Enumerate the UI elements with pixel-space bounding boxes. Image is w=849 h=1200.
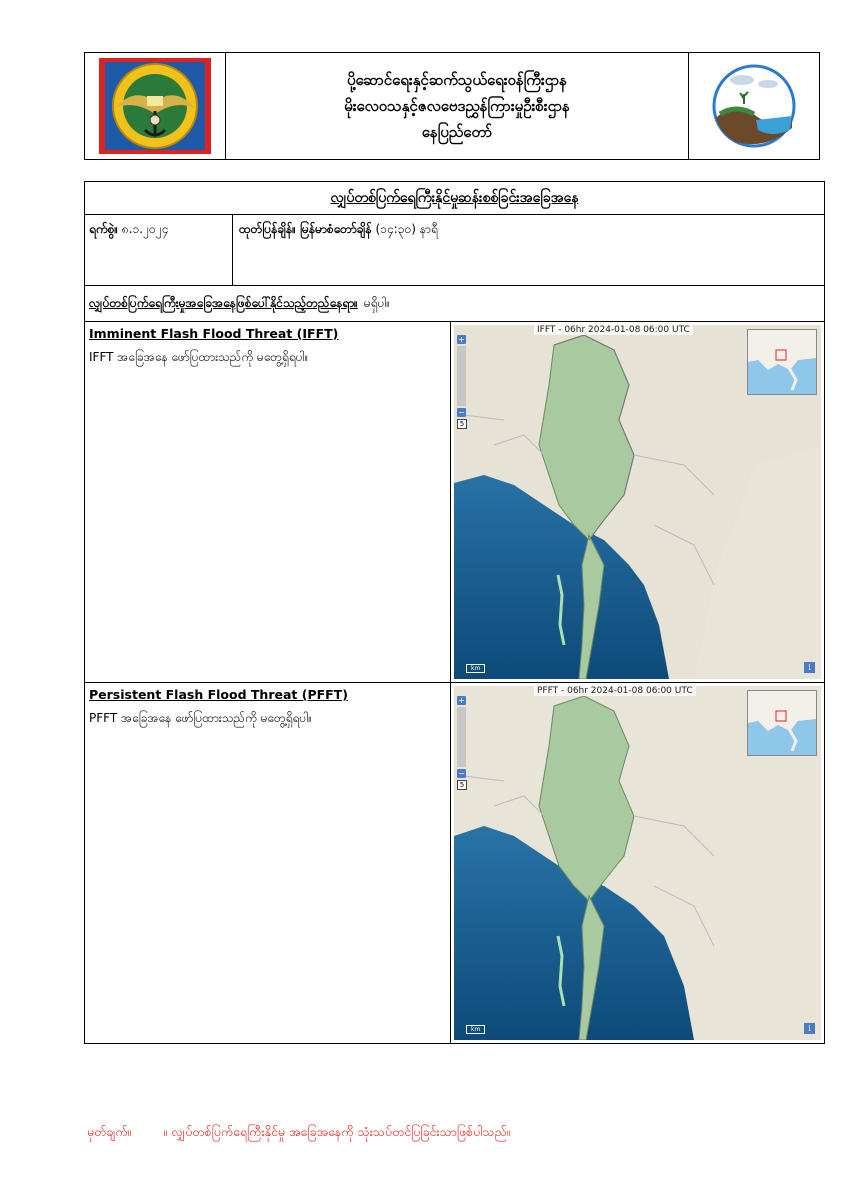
- ministry-emblem-icon: [95, 56, 215, 156]
- ifft-status: IFFT အခြေအနေ ဖော်ပြထားသည်ကို မတွေ့ရှိရပါ။: [89, 350, 309, 364]
- affected-locations-label: လျှပ်တစ်ပြက်ရေကြီးမှုအခြေအနေဖြစ်ပေါ်နိုင်သည့်တည်နေရာ။: [89, 295, 358, 310]
- letterhead-titles: [226, 53, 688, 159]
- pfft-scale-bar: km: [466, 1025, 485, 1034]
- pfft-info-button[interactable]: i: [804, 1023, 815, 1034]
- zoom-slider[interactable]: [457, 707, 466, 767]
- zoom-out-button[interactable]: −: [458, 408, 465, 417]
- zoom-level: 5: [457, 419, 467, 429]
- pfft-status: PFFT အခြေအနေ ဖော်ပြထားသည်ကို မတွေ့ရှိရပါ။: [89, 711, 312, 725]
- ministry-name: ပို့ဆောင်ရေးနှင့်ဆက်သွယ်ရေးဝန်ကြီးဌာန: [347, 71, 567, 89]
- pfft-overview-inset[interactable]: [747, 690, 817, 756]
- city-name: နေပြည်တော်: [421, 123, 493, 141]
- pfft-zoom-control[interactable]: [457, 696, 467, 790]
- overview-map-image: [748, 330, 816, 394]
- pfft-heading: Persistent Flash Flood Threat (PFFT): [89, 687, 348, 702]
- ifft-map[interactable]: [454, 325, 821, 679]
- hydrology-cycle-logo-icon: [706, 58, 802, 154]
- footer-note: [87, 1124, 510, 1143]
- zoom-level: 5: [457, 780, 467, 790]
- ifft-heading: Imminent Flash Flood Threat (IFFT): [89, 326, 339, 341]
- issue-time-cell: [233, 215, 824, 285]
- ifft-map-cell: [451, 322, 824, 682]
- letterhead: [84, 52, 820, 160]
- ifft-overview-inset[interactable]: [747, 329, 817, 395]
- pfft-section: [85, 683, 824, 1043]
- zoom-out-button[interactable]: −: [458, 769, 465, 778]
- zoom-slider[interactable]: [457, 346, 466, 406]
- zoom-in-button[interactable]: +: [458, 696, 465, 705]
- bulletin-table: [84, 181, 825, 1044]
- ifft-section: [85, 322, 824, 683]
- pfft-map-cell: [451, 683, 824, 1043]
- date-label: ရက်စွဲ။: [89, 222, 119, 236]
- department-logo-cell: [688, 53, 819, 159]
- ifft-info-button[interactable]: i: [804, 662, 815, 673]
- date-value: ၈.၁.၂၀၂၄: [121, 222, 169, 236]
- department-name: မိုးလေဝသနှင့်ဇလဗေဒညွှန်ကြားမှုဦးစီးဌာန: [344, 97, 570, 115]
- affected-locations-row: [85, 286, 824, 322]
- issue-time-value: (၁၄:၃၀) နာရီ: [375, 222, 438, 236]
- note-label: မှတ်ချက်။: [87, 1124, 132, 1139]
- pfft-map-timestamp: PFFT - 06hr 2024-01-08 06:00 UTC: [534, 686, 696, 696]
- pfft-text-cell: [85, 683, 451, 1043]
- zoom-in-button[interactable]: +: [458, 335, 465, 344]
- note-text: ။ လျှပ်တစ်ပြက်ရေကြီးနိုင်မှု အခြေအနေကို သုံးသပ်တင်ပြခြင်းသာဖြစ်ပါသည်။: [163, 1124, 511, 1139]
- ifft-zoom-control[interactable]: [457, 335, 467, 429]
- affected-locations-value: မရှိပါ။: [363, 295, 391, 310]
- ministry-logo-cell: [85, 53, 226, 159]
- overview-map-image: [748, 691, 816, 755]
- bulletin-title: လျှပ်တစ်ပြက်ရေကြီးနိုင်မှုဆန်းစစ်ခြင်းအခြေအနေ: [85, 182, 824, 215]
- ifft-text-cell: [85, 322, 451, 682]
- ifft-scale-bar: km: [466, 664, 485, 673]
- date-cell: [85, 215, 233, 285]
- date-time-row: [85, 215, 824, 286]
- ifft-map-timestamp: IFFT - 06hr 2024-01-08 06:00 UTC: [534, 325, 693, 335]
- pfft-map[interactable]: [454, 686, 821, 1040]
- issue-time-label: ထုတ်ပြန်ချိန်။ မြန်မာစံတော်ချိန်: [239, 222, 372, 236]
